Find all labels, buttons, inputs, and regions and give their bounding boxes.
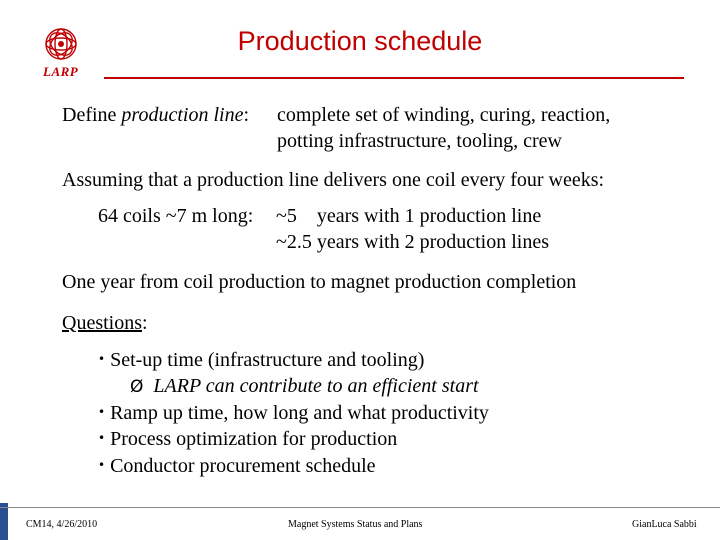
definition-label [62,103,249,127]
title-divider [104,77,684,79]
definition-line-2: potting infrastructure, tooling, crew [277,130,562,152]
questions-heading [62,311,148,335]
questions-colon: : [142,312,148,334]
footer-left: CM14, 4/26/2010 [26,519,98,530]
list-item [98,348,424,374]
list-item [98,454,376,480]
bullet-icon: • [98,405,106,419]
list-item-text: Ramp up time, how long and what productivity [110,402,489,424]
definition-prefix: Define [62,104,122,126]
footer-right: GianLuca Sabbi [632,519,697,530]
logo-text: LARP [43,64,79,79]
page-title: Production schedule [237,26,483,56]
coils-line-2: ~2.5 years with 2 production lines [276,231,549,253]
footer-divider [0,507,720,508]
list-item-text: Set-up time (infrastructure and tooling) [110,349,425,371]
bullet-icon: • [98,431,106,445]
list-item-text: Conductor procurement schedule [110,455,376,477]
sub-list-item [130,374,479,399]
arrow-icon: Ø [130,377,144,397]
sub-list-item-text: LARP can contribute to an efficient start [153,375,479,397]
coils-label: 64 coils ~7 m long: [98,205,254,227]
list-item [98,401,489,427]
assumption-text: Assuming that a production line delivers one coil every four weeks: [62,169,605,191]
footer-center: Magnet Systems Status and Plans [288,519,423,530]
bullet-icon: • [98,458,106,472]
questions-label: Questions [62,312,142,334]
definition-colon: : [243,104,250,126]
list-item-text: Process optimization for production [110,428,398,450]
definition-line-1: complete set of winding, curing, reaction, [277,104,611,126]
one-year-text: One year from coil production to magnet production completion [62,271,577,293]
definition-term: production line [121,104,244,126]
bullet-icon: • [98,352,106,366]
list-item [98,427,397,453]
coils-line-1: ~5 years with 1 production line [276,205,542,227]
footer-accent [0,503,8,540]
